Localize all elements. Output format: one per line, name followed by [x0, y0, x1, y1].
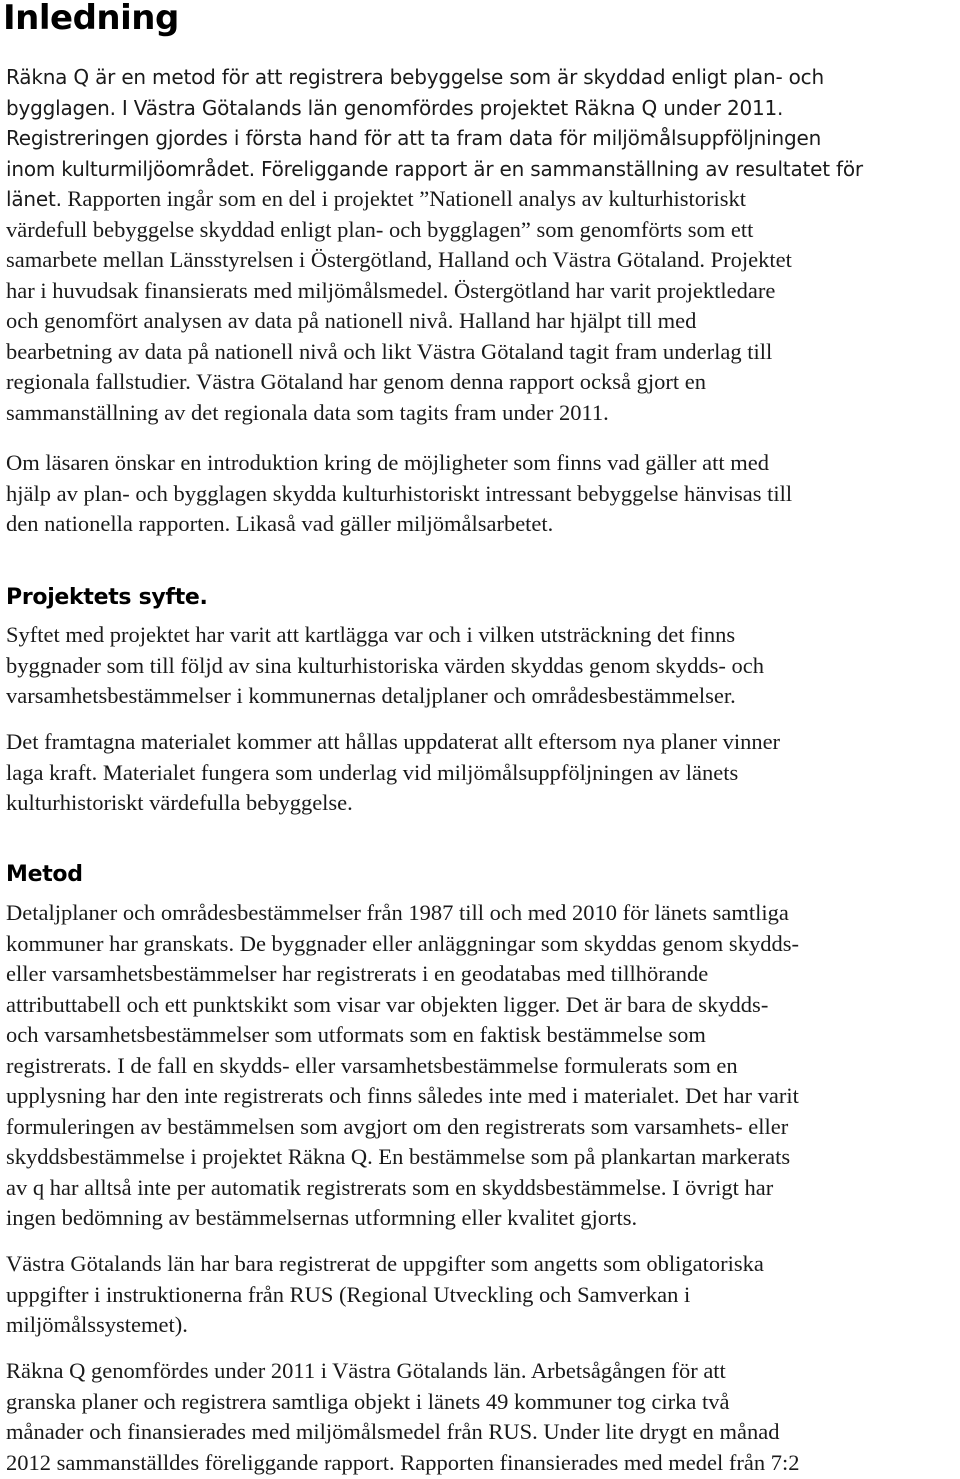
text-line: Räkna Q är en metod för att registrera bebyggelse som är skyddad enligt plan- och: [6, 65, 824, 89]
text-line: och varsamhetsbestämmelser som utformats som en faktisk bestämmelse som: [6, 1022, 706, 1047]
paragraph-metod-2: [6, 1249, 952, 1341]
text-line: Västra Götalands län har bara registrerat de uppgifter som angetts som obligatoriska: [6, 1251, 764, 1276]
text-line: Räkna Q genomfördes under 2011 i Västra Götalands län. Arbetsågången för att: [6, 1358, 726, 1383]
paragraph-metod-3: [6, 1356, 952, 1478]
text-line: ingen bedömning av bestämmelsernas utformning eller kvalitet gjorts.: [6, 1205, 638, 1230]
text-line: laga kraft. Materialet fungera som underlag vid miljömålsuppföljningen av länets: [6, 759, 739, 785]
text-line: skyddsbestämmelse i projektet Räkna Q. En bestämmelse som på plankartan markerats: [6, 1144, 791, 1169]
text-line: upplysning har den inte registrerats och finns således inte med i materialet. Det har varit: [6, 1083, 799, 1108]
text-line: kommuner har granskats. De byggnader eller anläggningar som skyddas genom skydds-: [6, 930, 799, 956]
paragraph-syfte-1: [6, 620, 952, 712]
text-line: formuleringen av bestämmelsen som avgjort om den registrerats som varsamhets- eller: [6, 1113, 789, 1139]
text-line: registrerats. I de fall en skydds- eller varsamhetsbestämmelse formulerats som en: [6, 1052, 738, 1078]
text-line: bearbetning av data på nationell nivå och likt Västra Götaland tagit fram underlag till: [6, 338, 773, 364]
text-line: miljömålssystemet).: [6, 1312, 188, 1337]
text-line: av q har alltså inte per automatik registrerats som en skyddsbestämmelse. I övrigt har: [6, 1174, 774, 1200]
text-line: den nationella rapporten. Likaså vad gäller miljömålsarbetet.: [6, 511, 554, 536]
text-line: byggnader som till följd av sina kulturhistoriska värden skyddas genom skydds- och: [6, 652, 765, 678]
text-line: och genomfört analysen av data på nationell nivå. Halland har hjälpt till med: [6, 308, 697, 333]
text-fragment: länet.: [6, 187, 62, 211]
text-fragment: Rapporten ingår som en del i projektet ”Nationell analys av kulturhistoriskt: [61, 186, 747, 211]
text-line: kulturhistoriskt värdefulla bebyggelse.: [6, 790, 353, 815]
text-line: sammanställning av det regionala data som tagits fram under 2011.: [6, 399, 609, 425]
text-line: regionala fallstudier. Västra Götaland har genom denna rapport också gjort en: [6, 369, 706, 394]
paragraph-syfte-2: [6, 727, 952, 819]
text-line: hjälp av plan- och bygglagen skydda kulturhistoriskt intressant bebyggelse hänvisas till: [6, 480, 793, 506]
text-line: granska planer och registrera samtliga objekt i länets 49 kommuner tog cirka två: [6, 1388, 730, 1414]
text-line: månader och finansierades med miljömålsmedel från RUS. Under lite drygt en månad: [6, 1419, 780, 1444]
text-line: har i huvudsak finansierats med miljömålsmedel. Östergötland har varit projektledare: [6, 277, 776, 303]
paragraph-metod-1: [6, 898, 952, 1234]
heading-metod: Metod: [6, 862, 83, 887]
text-line: inom kulturmiljöområdet. Föreliggande rapport är en sammanställning av resultatet för: [6, 156, 863, 181]
text-line: Det framtagna materialet kommer att hållas uppdaterat allt eftersom nya planer vinner: [6, 729, 781, 754]
text-line: 2012 sammanställdes föreliggande rapport. Rapporten finansierades med medel från 7:2: [6, 1449, 800, 1475]
intro-paragraph: [6, 62, 952, 428]
text-line: samarbete mellan Länsstyrelsen i Östergötland, Halland och Västra Götaland. Projektet: [6, 247, 792, 272]
text-line: attributtabell och ett punktskikt som visar var objekten ligger. Det är bara de skydds-: [6, 991, 769, 1017]
paragraph-reader-note: [6, 448, 952, 540]
text-line: Registreringen gjordes i första hand för att ta fram data för miljömålsuppföljningen: [6, 126, 822, 150]
text-line: Om läsaren önskar en introduktion kring de möjligheter som finns vad gäller att med: [6, 450, 769, 475]
text-line: varsamhetsbestämmelser i kommunernas detaljplaner och områdesbestämmelser.: [6, 683, 736, 708]
text-line: värdefull bebyggelse skyddad enligt plan- och bygglagen” som genomförts som ett: [6, 216, 754, 242]
text-line: bygglagen. I Västra Götalands län genomfördes projektet Räkna Q under 2011.: [6, 95, 784, 120]
heading-inledning: Inledning: [3, 0, 179, 38]
text-line: Syftet med projektet har varit att kartlägga var och i vilken utsträckning det finns: [6, 622, 736, 647]
heading-projektets-syfte: Projektets syfte.: [6, 585, 208, 610]
text-line-mixed: [6, 184, 952, 215]
text-line: uppgifter i instruktionerna från RUS (Regional Utveckling och Samverkan i: [6, 1281, 691, 1307]
text-line: Detaljplaner och områdesbestämmelser från 1987 till och med 2010 för länets samtliga: [6, 900, 789, 925]
text-line: eller varsamhetsbestämmelser har registrerats i en geodatabas med tillhörande: [6, 961, 709, 986]
